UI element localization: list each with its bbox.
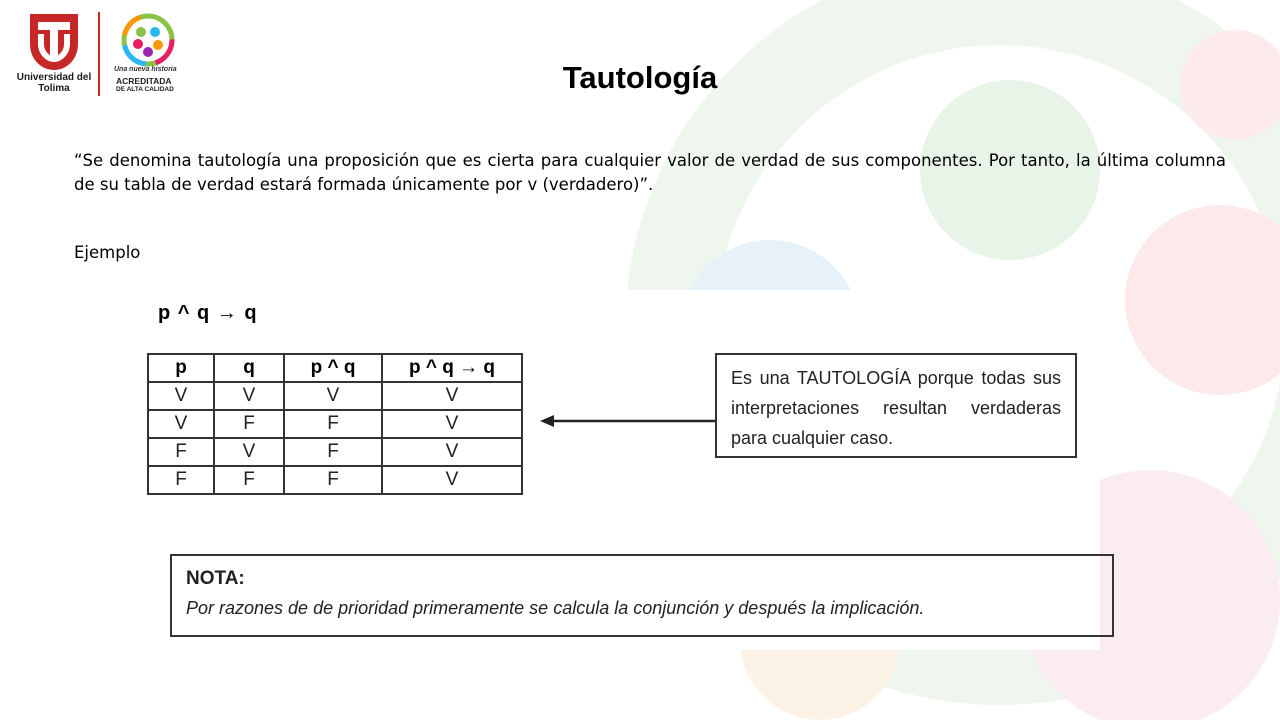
table-cell: V: [214, 438, 284, 466]
table-cell: V: [284, 382, 382, 410]
page-title: Tautología: [562, 60, 718, 95]
truth-table: [147, 353, 523, 495]
table-cell: V: [148, 410, 214, 438]
table-cell: F: [214, 466, 284, 494]
formula: p ^ q → q: [158, 302, 258, 324]
table-cell: V: [382, 410, 522, 438]
table-row: [148, 382, 522, 410]
table-cell: V: [214, 382, 284, 410]
accreditation-subtitle: DE ALTA CALIDAD: [116, 86, 174, 93]
table-cell: V: [382, 466, 522, 494]
column-header: p: [148, 354, 214, 382]
note-text: Por razones de de prioridad primeramente se calcula la conjunción y después la implicación.: [186, 598, 925, 618]
table-cell: F: [284, 466, 382, 494]
table-cell: F: [284, 410, 382, 438]
table-cell: V: [382, 382, 522, 410]
table-cell: V: [382, 438, 522, 466]
tautology-explanation-box: Es una TAUTOLOGÍA porque todas sus interpretaciones resultan verdaderas para cualquier caso.: [715, 353, 1077, 458]
accreditation-title: ACREDITADA: [116, 76, 172, 86]
university-name: Universidad del Tolima: [16, 72, 92, 94]
table-row: [148, 438, 522, 466]
table-cell: V: [148, 382, 214, 410]
table-cell: F: [284, 438, 382, 466]
table-header-row: [148, 354, 522, 382]
column-header: p ^ q: [284, 354, 382, 382]
example-label: Ejemplo: [74, 243, 141, 262]
arrow-left-icon: [540, 412, 720, 430]
table-cell: F: [148, 438, 214, 466]
note-box: [170, 554, 1114, 637]
column-header: q: [214, 354, 284, 382]
table-cell: F: [214, 410, 284, 438]
table-row: [148, 466, 522, 494]
table-cell: F: [148, 466, 214, 494]
note-title: NOTA:: [186, 568, 245, 589]
accreditation-tagline: Una nueva historia: [114, 66, 177, 73]
table-row: [148, 410, 522, 438]
definition-paragraph: “Se denomina tautología una proposición que es cierta para cualquier valor de verdad de sus componentes. Por tanto, la última columna de su tabla de verdad estará formada únicamente por v (verdadero)”.: [74, 151, 1226, 194]
column-header: p ^ q → q: [382, 354, 522, 382]
